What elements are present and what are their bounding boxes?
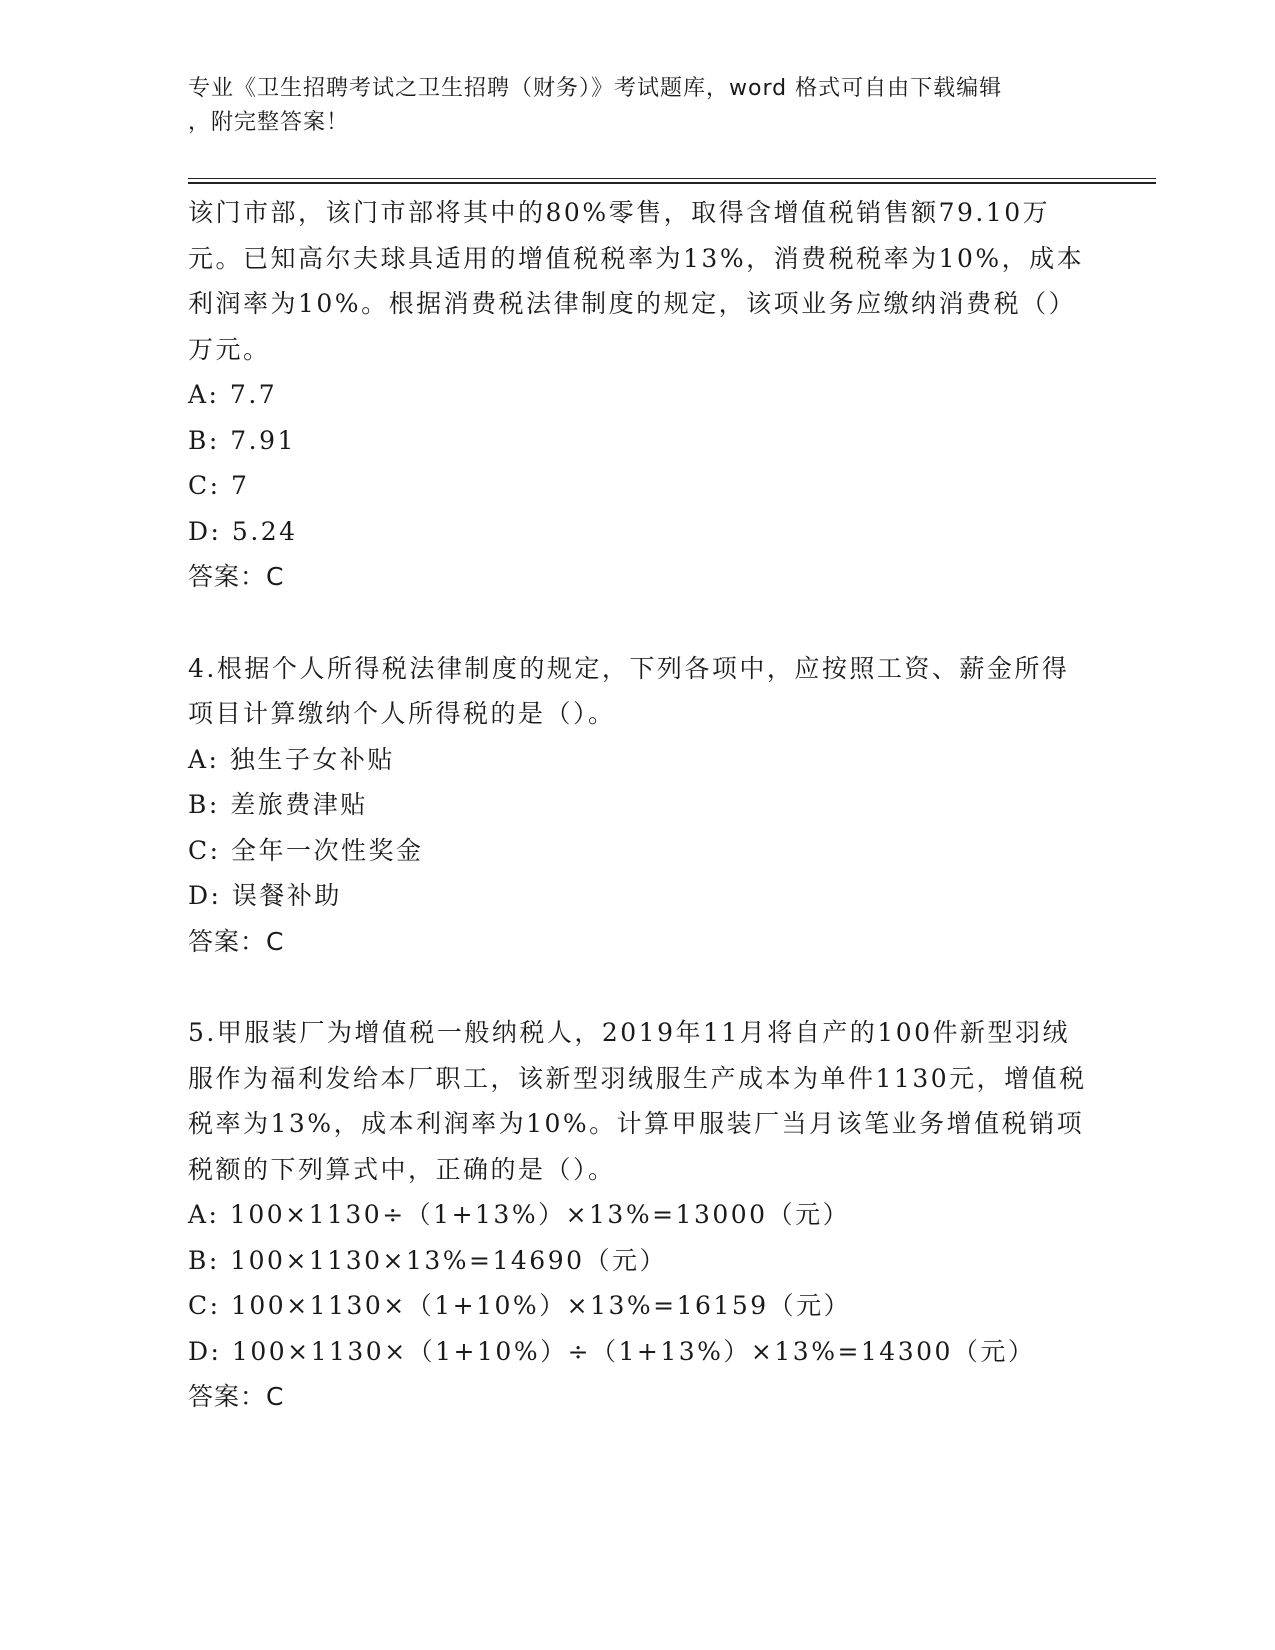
answer-label: 答案：C (188, 562, 285, 591)
question-block (188, 646, 1088, 965)
option-c: C: 7 (188, 471, 250, 500)
header-divider-thick (188, 182, 1156, 184)
option-b: B: 差旅费津贴 (188, 790, 368, 819)
option-d: D: 5.24 (188, 516, 298, 546)
header-divider-thin (188, 178, 1156, 179)
option-c: C: 100×1130×（1+10%）×13%=16159（元） (188, 1291, 852, 1320)
option-d: D: 100×1130×（1+10%）÷（1+13%）×13%=14300（元） (188, 1336, 1036, 1366)
answer-label: 答案：C (188, 926, 285, 956)
question-block (188, 1010, 1088, 1420)
option-a: A: 独生子女补贴 (188, 744, 395, 774)
option-a: A: 7.7 (188, 380, 278, 409)
question-stem: 该门市部，该门市部将其中的80%零售，取得含增值税销售额79.10万元。已知高尔夫球具适用的增值税税率为13%，消费税税率为10%，成本利润率为10%。根据消费税法律制度的规定，该项业务应缴纳消费税（）万元。 (188, 198, 1085, 364)
question-stem: 5.甲服装厂为增值税一般纳税人，2019年11月将自产的100件新型羽绒服作为福利发给本厂职工，该新型羽绒服生产成本为单件1130元，增值税税率为13%，成本利润率为10%。计算甲服装厂当月该笔业务增值税销项税额的下列算式中，正确的是（）。 (188, 1018, 1087, 1184)
option-c: C: 全年一次性奖金 (188, 835, 424, 865)
question-list (188, 190, 1088, 1420)
question-block (188, 190, 1088, 600)
question-stem: 4.根据个人所得税法律制度的规定，下列各项中，应按照工资、薪金所得项目计算缴纳个人所得税的是（）。 (188, 653, 1070, 728)
question-spacer (188, 600, 1088, 646)
option-d: D: 误餐补助 (188, 881, 342, 910)
document-header (188, 72, 1088, 140)
header-title-line-1: 专业《卫生招聘考试之卫生招聘（财务）》考试题库，word 格式可自由下载编辑 (188, 76, 1003, 101)
question-spacer (188, 964, 1088, 1010)
answer-label: 答案：C (188, 1382, 285, 1411)
option-b: B: 7.91 (188, 425, 296, 455)
option-b: B: 100×1130×13%=14690（元） (188, 1245, 668, 1275)
option-a: A: 100×1130÷（1+13%）×13%=13000（元） (188, 1200, 851, 1229)
header-title-line-2: ，附完整答案！ (188, 110, 350, 135)
